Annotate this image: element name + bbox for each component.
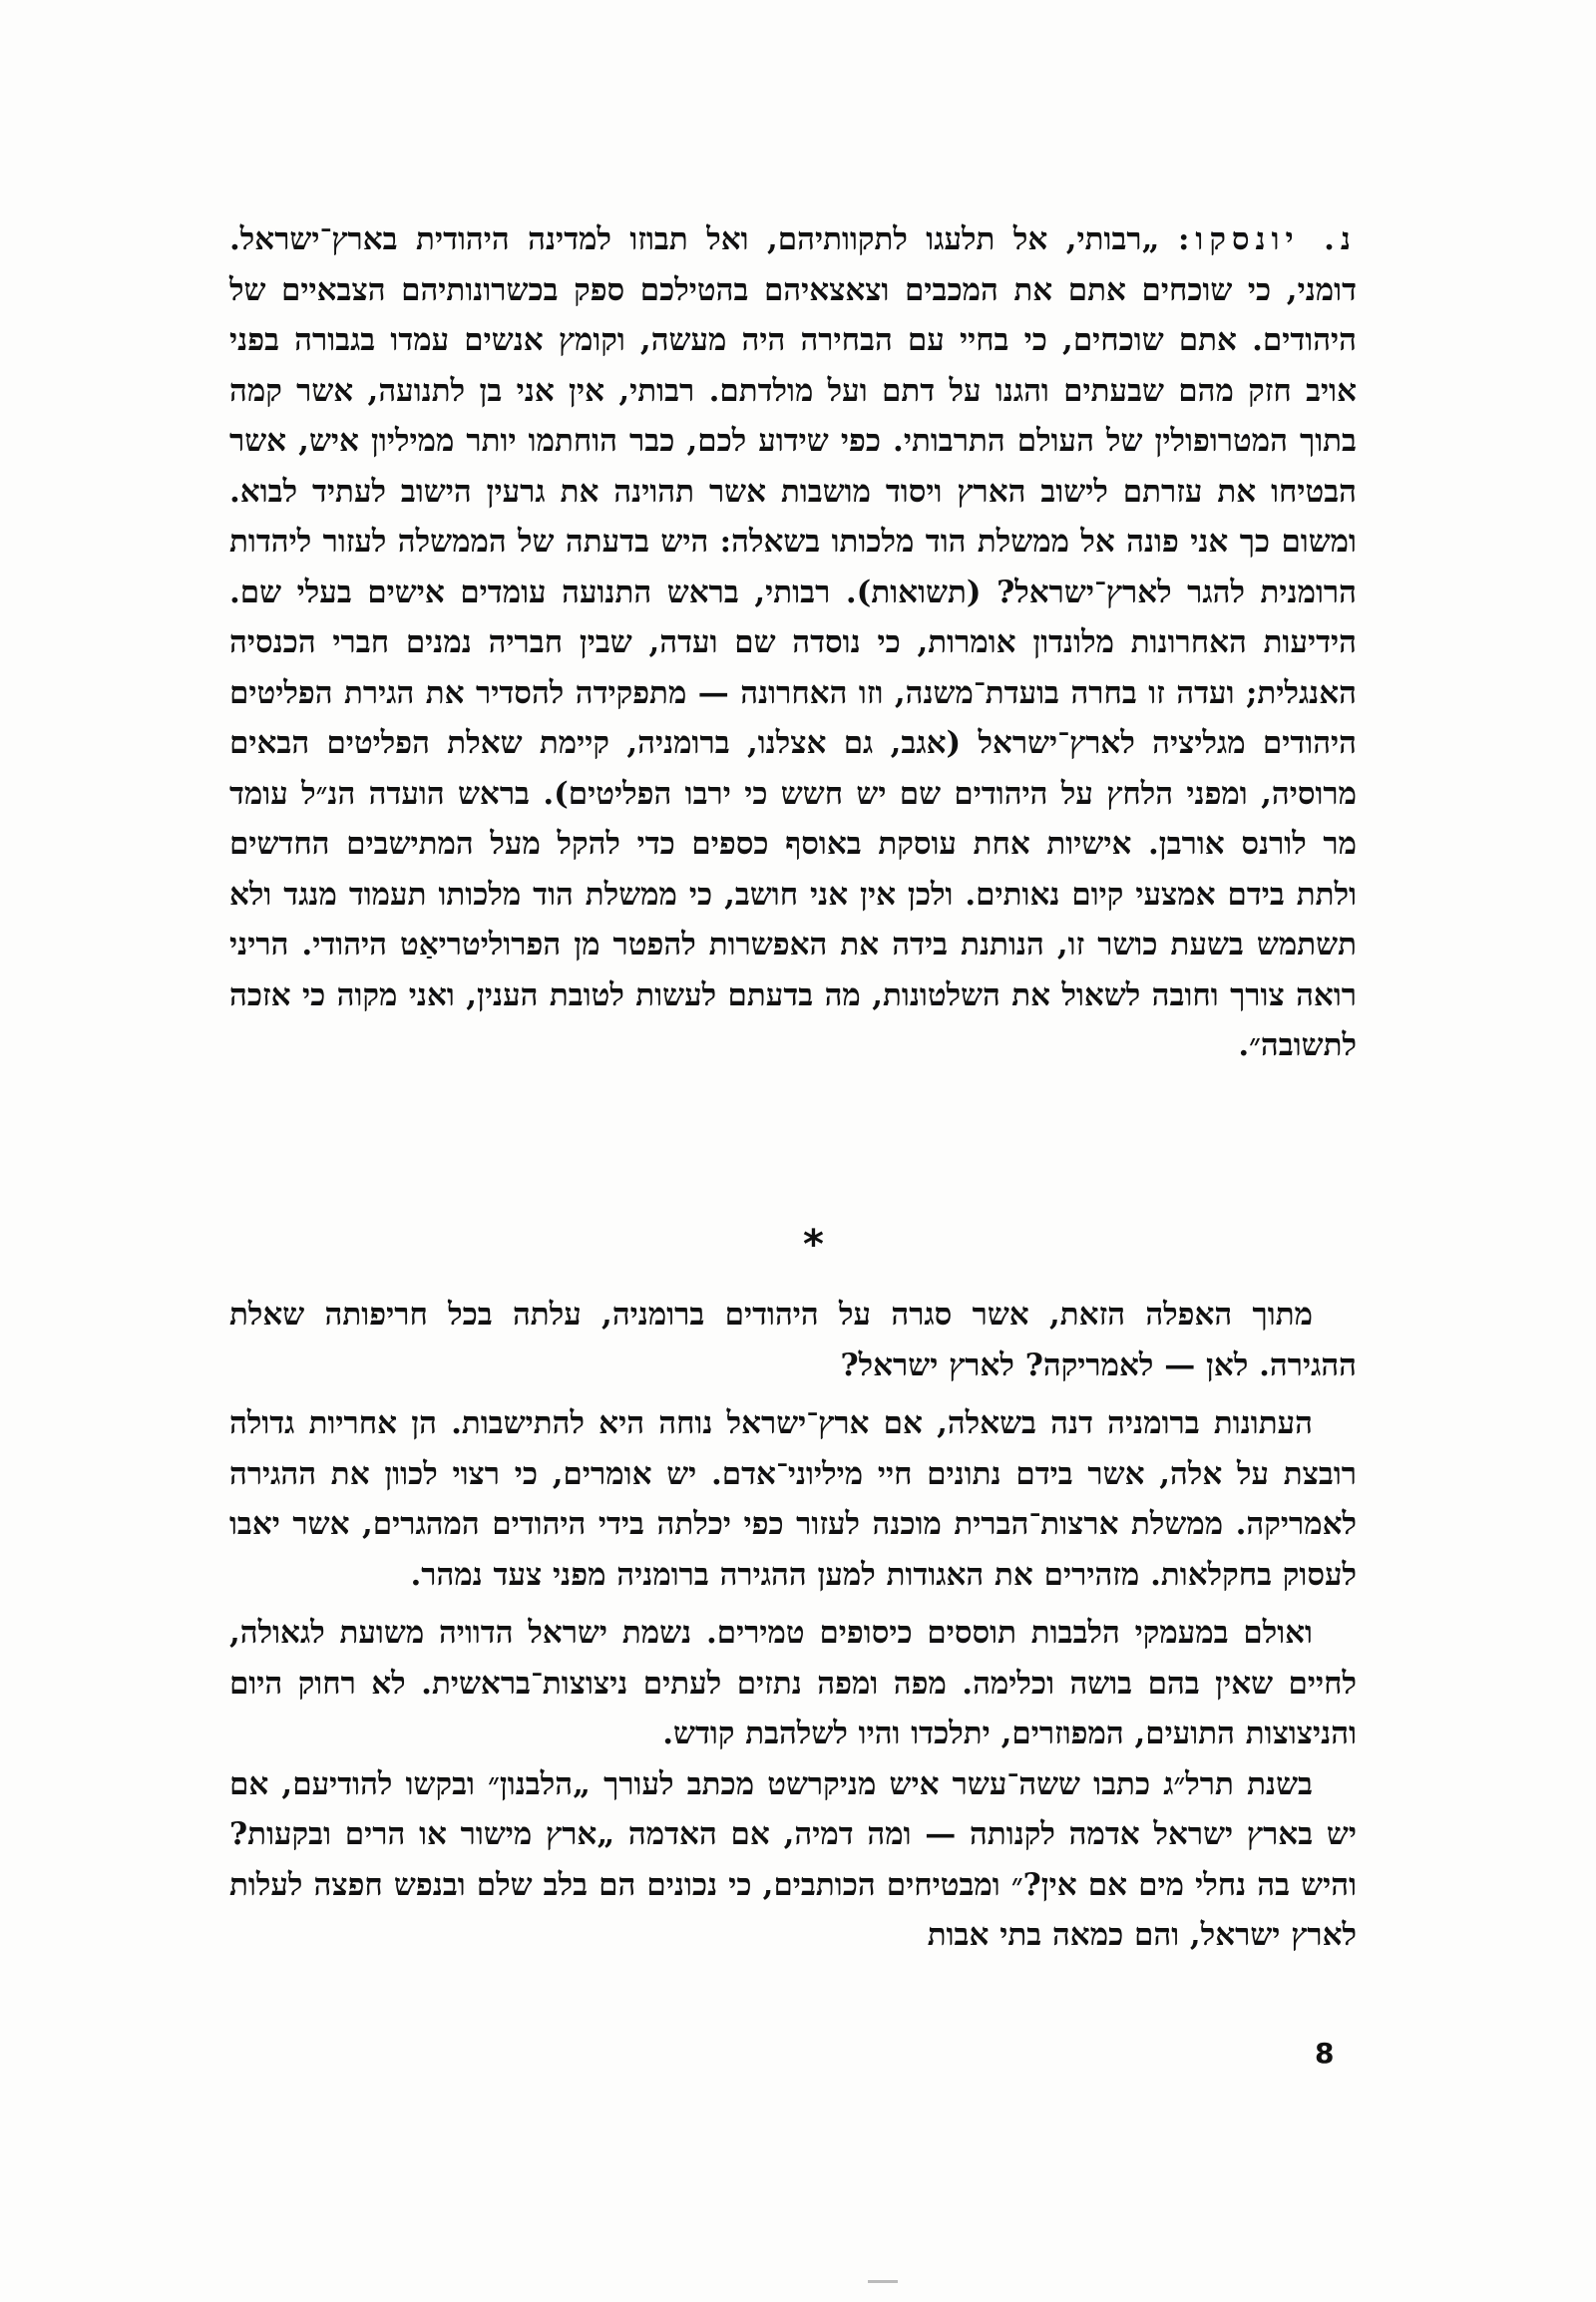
speech-section: [229, 214, 1357, 1071]
section-separator: *: [803, 1222, 824, 1268]
page-number: 8: [1315, 2037, 1335, 2070]
scan-artifact: [868, 2280, 898, 2283]
speaker-name: נ. יונסקו:: [1177, 221, 1357, 257]
narrative-section: [229, 1290, 1357, 1961]
speech-paragraph: [229, 214, 1357, 1071]
narrative-paragraph: מתוך האפלה הזאת, אשר סגרה על היהודים ברומניה, עלתה בכל חריפותה שאלת ההגירה. לאן — לאמריקה? לארץ ישראל?: [229, 1297, 1357, 1383]
speech-text: „רבותי, אל תלעגו לתקוותיהם, ואל תבוזו למדינה היהודית בארץ־ישראל. דומני, כי שוכחים אתם את המכבים וצאצאיהם בהטילכם ספק בכשרונותיהם הצבאיים של היהודים. אתם שוכחים, כי בחיי עם הבחירה היה מעשה, וקומץ אנשים עמדו בגבורה בפני אויב חזק מהם שבעתים והגנו על דתם ועל מולדתם. רבותי, אין אני בן לתנועה, אשר קמה בתוך המטרופולין של העולם התרבותי. כפי שידוע לכם, כבר הוחתמו יותר ממיליון איש, אשר הבטיחו את עזרתם לישוב הארץ ויסוד מושבות אשר תהוינה את גרעין הישוב לעתיד לבוא. ומשום כך אני פונה אל ממשלת הוד מלכותו בשאלה: היש בדעתה של הממשלה לעזור ליהדות הרומנית להגר לארץ־ישראל? (תשואות). רבותי, בראש התנועה עומדים אישים בעלי שם. הידיעות האחרונות מלונדון אומרות, כי נוסדה שם ועדה, שבין חבריה נמנים חברי הכנסיה האנגלית; ועדה זו בחרה בועדת־משנה, וזו האחרונה — מתפקידה להסדיר את הגירת הפליטים היהודים מגליציה לארץ־ישראל (אגב, גם אצלנו, ברומניה, קיימת שאלת הפליטים הבאים מרוסיה, ומפני הלחץ על היהודים שם יש חשש כי ירבו הפליטים). בראש הועדה הנ״ל עומד מר לורנס אורבן. אישיות אחת עוסקת באוסף כספים כדי להקל מעל המתישבים החדשים ולתת בידם אמצעי קיום נאותים. ולכן אין אני חושב, כי ממשלת הוד מלכותו תעמוד מנגד ולא תשתמש בשעת כושר זו, הנותנת בידה את האפשרות להפטר מן הפרוליטריאַט היהודי. הריני רואה צורך וחובה לשאול את השלטונות, מה בדעתם לעשות לטובת הענין, ואני מקוה כי אזכה לתשובה״.: [229, 221, 1357, 1063]
narrative-paragraph: ואולם במעמקי הלבבות תוססים כיסופים טמירים. נשמת ישראל הדוויה משועת לגאולה, לחיים שאין בהם בושה וכלימה. מפה ומפה נתזים לעתים ניצוצות־בראשית. לא רחוק היום והניצוצות התועים, המפוזרים, יתלכדו והיו לשלהבת קודש.: [229, 1615, 1357, 1751]
narrative-paragraph: בשנת תרל״ג כתבו ששה־עשר איש מניקרשט מכתב לעורך „הלבנון״ ובקשו להודיעם, אם יש בארץ ישראל אדמה לקנותה — ומה דמיה, אם האדמה „ארץ מישור או הרים ובקעות? והיש בה נחלי מים אם אין?״ ומבטיחים הכותבים, כי נכונים הם בלב שלם ובנפש חפצה לעלות לארץ ישראל, והם כמאה בתי אבות: [229, 1765, 1357, 1953]
narrative-paragraph: העתונות ברומניה דנה בשאלה, אם ארץ־ישראל נוחה היא להתישבות. הן אחריות גדולה רובצת על אלה, אשר בידם נתונים חיי מיליוני־אדם. יש אומרים, כי רצוי לכוון את ההגירה לאמריקה. ממשלת ארצות־הברית מוכנה לעזור כפי יכלתה בידי היהודים המהגרים, אשר יאבו לעסוק בחקלאות. מזהירים את האגודות למען ההגירה ברומניה מפני צעד נמהר.: [229, 1405, 1357, 1593]
